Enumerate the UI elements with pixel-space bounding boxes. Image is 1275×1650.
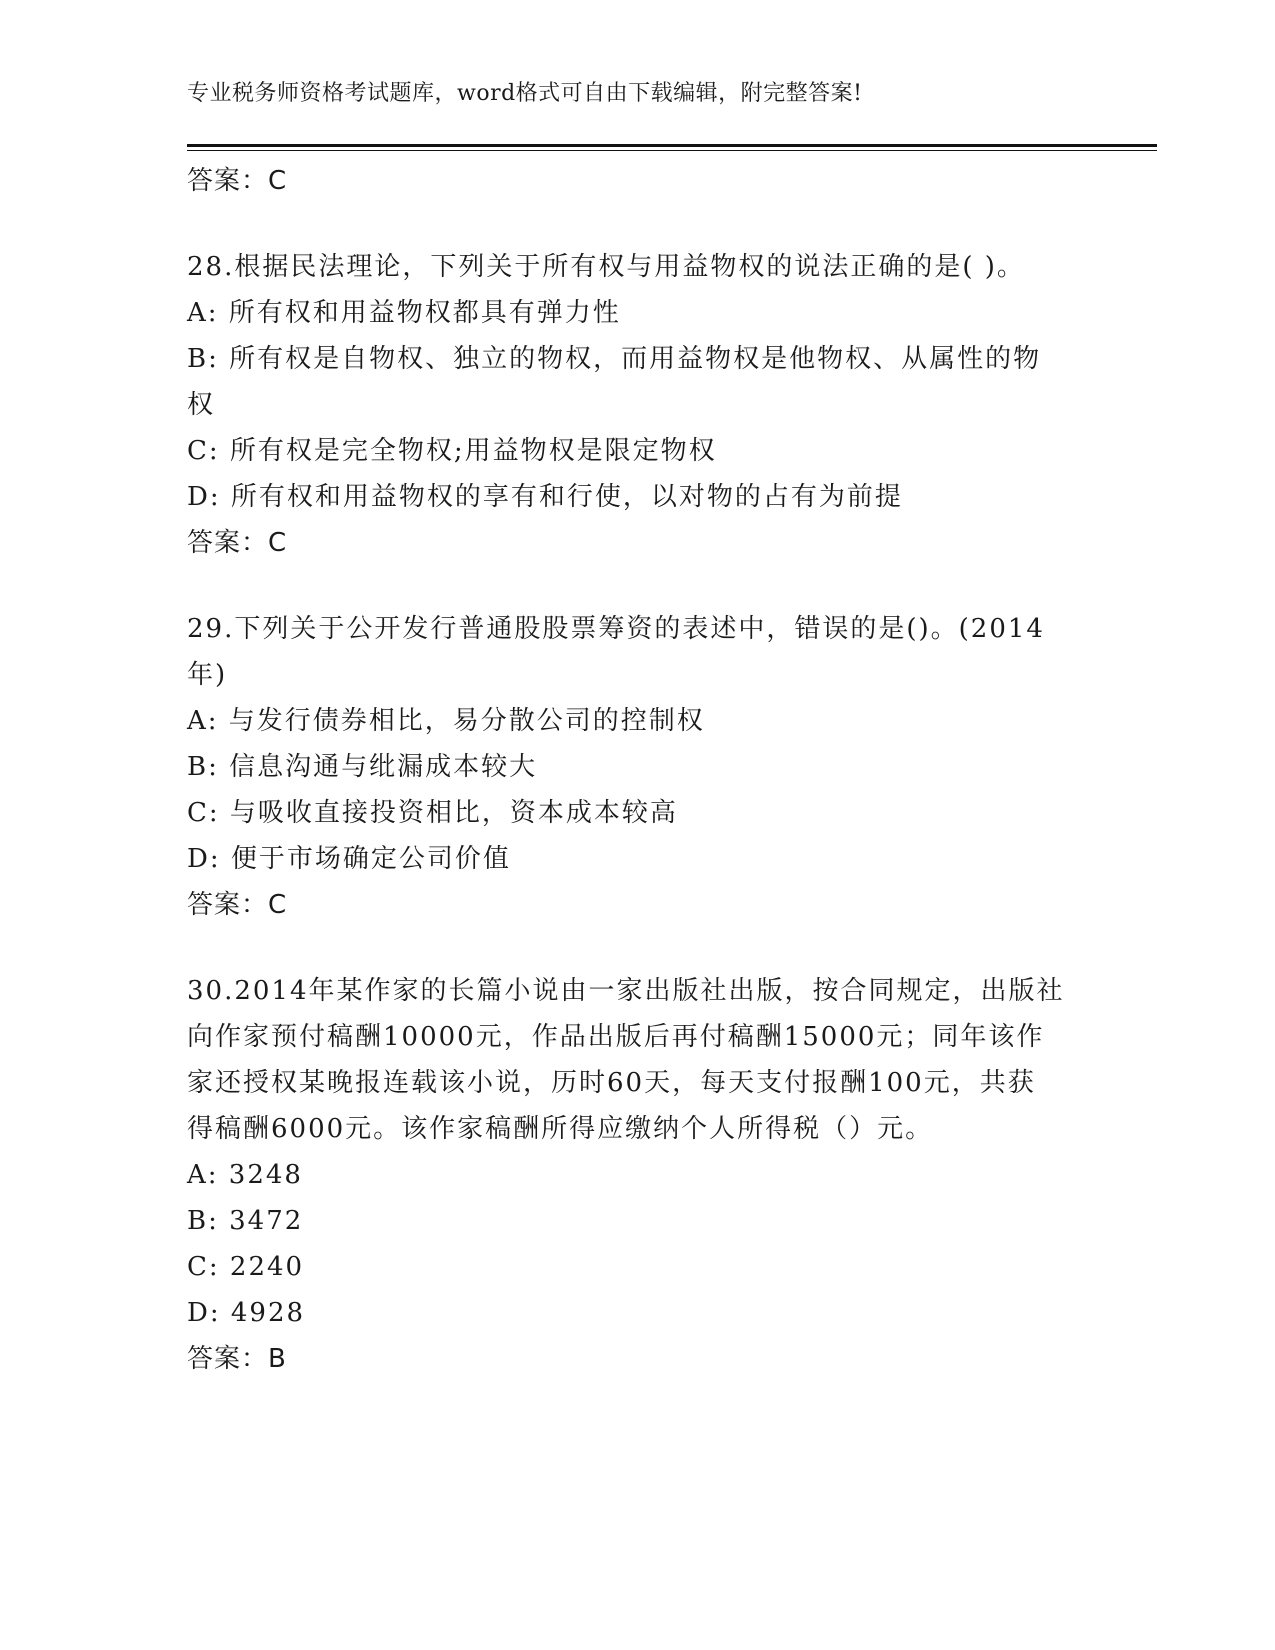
header-rule-thick xyxy=(187,144,1157,147)
option-b: B: 3472 xyxy=(187,1206,304,1236)
question-stem: 29.下列关于公开发行普通股股票筹资的表述中，错误的是()。(2014 xyxy=(187,614,1045,644)
question-30 xyxy=(187,968,1087,1382)
option-b: B: 信息沟通与纰漏成本较大 xyxy=(187,752,538,782)
question-stem: 28.根据民法理论，下列关于所有权与用益物权的说法正确的是( )。 xyxy=(187,252,1025,282)
question-stem: 30.2014年某作家的长篇小说由一家出版社出版，按合同规定，出版社 xyxy=(187,976,1065,1006)
option-c: C: 2240 xyxy=(187,1252,305,1282)
question-stem-continued: 家还授权某晚报连载该小说，历时60天，每天支付报酬100元，共获 xyxy=(187,1068,1036,1098)
option-d: D: 所有权和用益物权的享有和行使，以对物的占有为前提 xyxy=(187,482,903,512)
answer-line: 答案：C xyxy=(187,166,288,196)
question-29 xyxy=(187,606,1087,928)
option-b-continued: 权 xyxy=(187,390,216,420)
answer-line: 答案：C xyxy=(187,528,288,558)
question-stem-continued: 得稿酬6000元。该作家稿酬所得应缴纳个人所得税（）元。 xyxy=(187,1114,934,1144)
option-a: A: 与发行债券相比，易分散公司的控制权 xyxy=(187,706,705,736)
question-28 xyxy=(187,244,1087,566)
page-header: 专业税务师资格考试题库，word格式可自由下载编辑，附完整答案! xyxy=(187,81,863,106)
header-rule-thin xyxy=(187,150,1157,151)
document-body xyxy=(187,158,1087,1382)
question-stem-continued: 年) xyxy=(187,660,228,690)
option-a: A: 3248 xyxy=(187,1160,303,1190)
option-d: D: 便于市场确定公司价值 xyxy=(187,844,511,874)
option-b: B: 所有权是自物权、独立的物权，而用益物权是他物权、从属性的物 xyxy=(187,344,1042,374)
option-c: C: 与吸收直接投资相比，资本成本较高 xyxy=(187,798,678,828)
option-c: C: 所有权是完全物权;用益物权是限定物权 xyxy=(187,436,717,466)
answer-line: 答案：C xyxy=(187,890,288,920)
option-a: A: 所有权和用益物权都具有弹力性 xyxy=(187,298,621,328)
answer-line: 答案：B xyxy=(187,1344,287,1374)
question-stem-continued: 向作家预付稿酬10000元，作品出版后再付稿酬15000元；同年该作 xyxy=(187,1022,1045,1052)
option-d: D: 4928 xyxy=(187,1298,306,1328)
